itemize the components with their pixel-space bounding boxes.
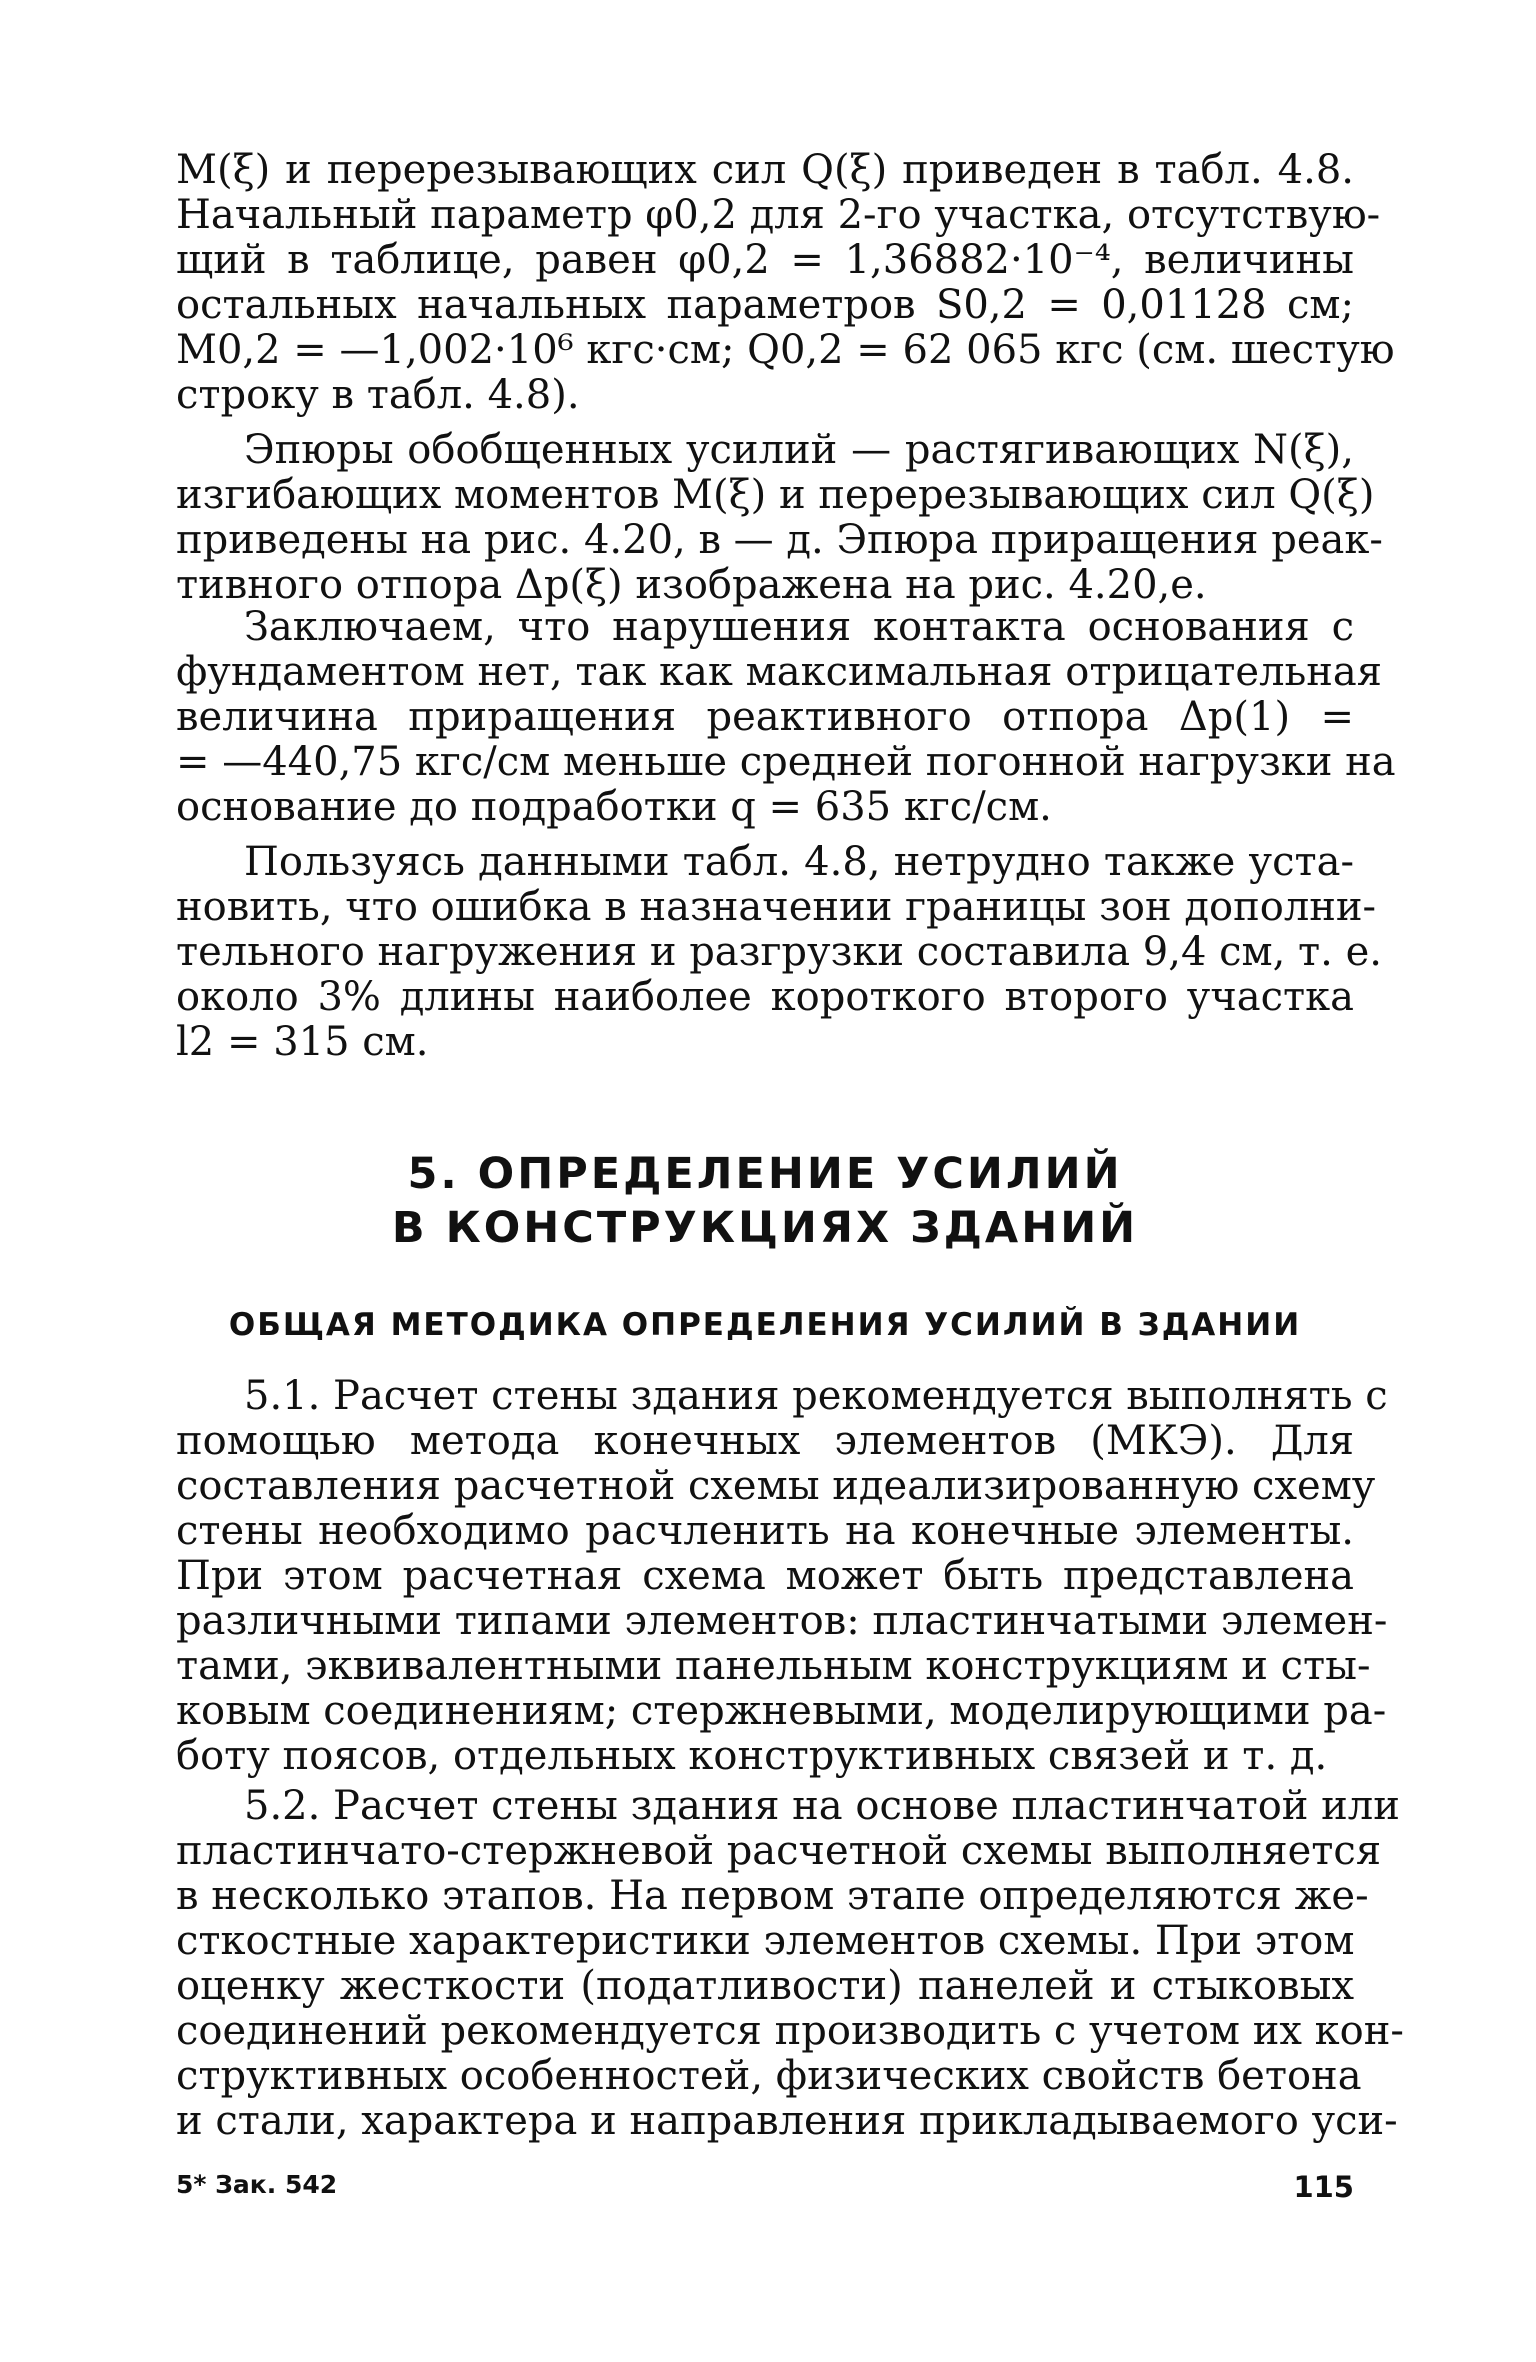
text-line: M(ξ) и перерезывающих сил Q(ξ) приведен в табл. 4.8. [176, 147, 1354, 193]
section-heading: ОБЩАЯ МЕТОДИКА ОПРЕДЕЛЕНИЯ УСИЛИЙ В ЗДАНИИ [228, 1307, 1302, 1343]
chapter-heading-line: 5. ОПРЕДЕЛЕНИЕ УСИЛИЙ [407, 1149, 1123, 1199]
text-line: величина приращения реактивного отпора Δp(1) = [176, 694, 1354, 740]
text-line: Эпюры обобщенных усилий — растягивающих N(ξ), [244, 427, 1354, 473]
text-line: в несколько этапов. На первом этапе определяются же- [176, 1873, 1369, 1919]
text-line: различными типами элементов: пластинчатыми элемен- [176, 1598, 1388, 1644]
text-line: тами, эквивалентными панельным конструкциям и сты- [176, 1643, 1371, 1689]
text-line: ковым соединениям; стержневыми, моделирующими ра- [176, 1688, 1387, 1734]
text-line: основание до подработки q = 635 кгс/см. [176, 784, 1052, 830]
text-line: 5.1. Расчет стены здания рекомендуется выполнять с [244, 1373, 1388, 1419]
text-line: = —440,75 кгс/см меньше средней погонной нагрузки на [176, 739, 1396, 785]
text-line: сткостные характеристики элементов схемы. При этом [176, 1918, 1355, 1964]
printing-signature: 5* Зак. 542 [176, 2170, 338, 2199]
text-line: При этом расчетная схема может быть представлена [176, 1553, 1354, 1599]
text-line: приведены на рис. 4.20, в — д. Эпюра приращения реак- [176, 517, 1383, 563]
text-line: боту поясов, отдельных конструктивных связей и т. д. [176, 1733, 1328, 1779]
text-line: новить, что ошибка в назначении границы зон дополни- [176, 884, 1377, 930]
text-line: тельного нагружения и разгрузки составила 9,4 см, т. е. [176, 929, 1382, 975]
text-line: Пользуясь данными табл. 4.8, нетрудно также уста- [244, 839, 1354, 885]
text-line: стены необходимо расчленить на конечные элементы. [176, 1508, 1354, 1554]
text-line: 5.2. Расчет стены здания на основе пластинчатой или [244, 1783, 1400, 1829]
text-line: оценку жесткости (податливости) панелей и стыковых [176, 1963, 1354, 2009]
text-line: около 3% длины наиболее короткого второго участка [176, 974, 1354, 1020]
text-line: щий в таблице, равен φ0,2 = 1,36882·10⁻⁴, величины [176, 237, 1354, 283]
text-line: остальных начальных параметров S0,2 = 0,01128 см; [176, 282, 1354, 328]
text-line: пластинчато-стержневой расчетной схемы выполняется [176, 1828, 1382, 1874]
text-line: помощью метода конечных элементов (МКЭ). Для [176, 1418, 1354, 1464]
text-line: M0,2 = —1,002·10⁶ кгс·см; Q0,2 = 62 065 кгс (см. шестую [176, 327, 1395, 373]
text-line: структивных особенностей, физических свойств бетона [176, 2053, 1362, 2099]
page-number: 115 [1293, 2170, 1354, 2204]
text-line: составления расчетной схемы идеализированную схему [176, 1463, 1376, 1509]
text-line: соединений рекомендуется производить с учетом их кон- [176, 2008, 1404, 2054]
text-line: тивного отпора Δp(ξ) изображена на рис. 4.20,е. [176, 562, 1207, 608]
text-line: Начальный параметр φ0,2 для 2-го участка, отсутствую- [176, 192, 1381, 238]
text-line: Заключаем, что нарушения контакта основания с [244, 604, 1354, 650]
text-line: фундаментом нет, так как максимальная отрицательная [176, 649, 1383, 695]
text-line: изгибающих моментов M(ξ) и перерезывающих сил Q(ξ) [176, 472, 1375, 518]
text-line: строку в табл. 4.8). [176, 372, 580, 418]
text-line: l2 = 315 см. [176, 1019, 429, 1065]
text-line: и стали, характера и направления прикладываемого уси- [176, 2098, 1398, 2144]
chapter-heading-line: В КОНСТРУКЦИЯХ ЗДАНИЙ [391, 1203, 1139, 1253]
